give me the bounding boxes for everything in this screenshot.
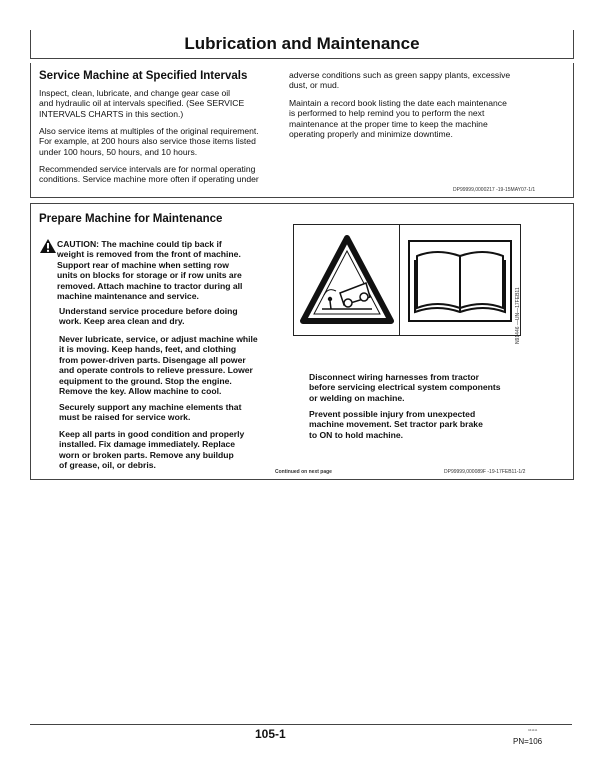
page-number: 105-1 (255, 727, 286, 741)
safety-paragraph: Never lubricate, service, or adjust machine while it is moving. Keep hands, feet, and clothing from power-driven parts. Disengage all power and operate controls to relieve pressure. Lower equipment to the ground. Stop the engine. Remove the key. Allow machine to cool. (59, 334, 258, 397)
figure-reference: N91446 —UN—17FEB11 (515, 287, 521, 344)
figure-divider (399, 225, 400, 335)
doc-reference: DP99999,000089F -19-17FEB11-1/2 (444, 469, 526, 475)
paragraph: Recommended service intervals are for normal operating conditions. Service machine more often if operating under (39, 164, 259, 185)
continued-note: Continued on next page (275, 469, 332, 475)
safety-paragraph: Keep all parts in good condition and properly installed. Fix damage immediately. Replace worn or broken parts. Remove any buildup of grease, oil, or debris. (59, 429, 245, 471)
paragraph: Inspect, clean, lubricate, and change gear case oil and hydraulic oil at intervals specified. (See SERVICE INTERVALS CHARTS in this section.) (39, 88, 245, 119)
paragraph: Also service items at multiples of the original requirement. For example, at 200 hours also service those items listed under 100 hours, 50 hours, and 10 hours. (39, 126, 259, 157)
safety-paragraph: Securely support any machine elements that must be raised for service work. (59, 402, 242, 423)
section-prepare-machine (30, 203, 574, 480)
section-heading: Service Machine at Specified Intervals (39, 70, 248, 82)
doc-reference: DP99999,0000217 -19-15MAY07-1/1 (453, 187, 536, 193)
tipping-hazard-icon (300, 235, 394, 325)
footer-code: 041111 (528, 728, 538, 732)
section-service-intervals (30, 63, 574, 198)
page-pn: PN=106 (513, 737, 543, 746)
paragraph: Maintain a record book listing the date each maintenance is performed to help remind you to perform the next maintenance at the proper time to keep the machine operating properly and minimize downtime. (289, 98, 507, 140)
page-title: Lubrication and Maintenance (30, 30, 574, 59)
safety-paragraph: Prevent possible injury from unexpected machine movement. Set tractor park brake to ON to hold machine. (309, 409, 483, 440)
footer-rule (30, 724, 572, 725)
open-manual-icon (407, 240, 513, 322)
safety-paragraph: Understand service procedure before doing work. Keep area clean and dry. (59, 306, 238, 327)
caution-text: CAUTION: The machine could tip back if weight is removed from the front of machine. Support rear of machine when setting row units on blocks for storage or if row units are removed. Attach machine to tractor during all machine maintenance and service. (57, 239, 243, 302)
safety-figure (293, 224, 521, 336)
paragraph: adverse conditions such as green sappy plants, excessive dust, or mud. (289, 70, 511, 91)
warning-triangle-icon (40, 239, 56, 253)
safety-paragraph: Disconnect wiring harnesses from tractor before servicing electrical system components or welding on machine. (309, 372, 501, 403)
section-heading: Prepare Machine for Maintenance (39, 213, 223, 225)
